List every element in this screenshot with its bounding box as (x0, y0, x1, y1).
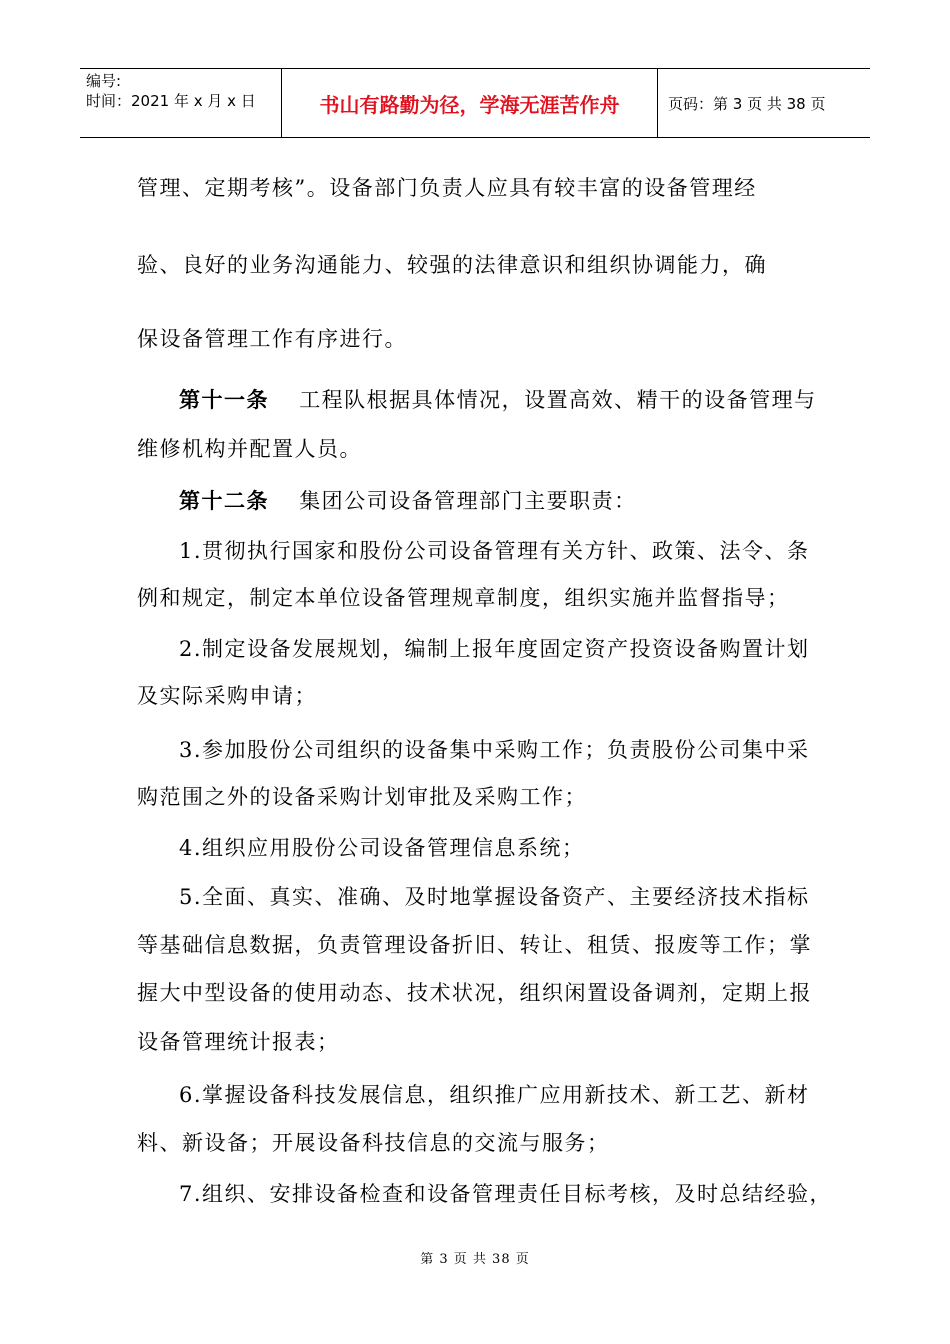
body-line: 保设备管理工作有序进行。 (137, 327, 407, 351)
article-11 (179, 384, 817, 414)
body-line: 及实际采购申请； (137, 684, 317, 708)
body-line: 6.掌握设备科技发展信息，组织推广应用新技术、新工艺、新材 (179, 1083, 810, 1107)
body-line: 握大中型设备的使用动态、技术状况，组织闲置设备调剂，定期上报 (137, 981, 812, 1005)
body-line: 管理、定期考核”。设备部门负责人应具有较丰富的设备管理经 (137, 176, 757, 200)
body-line: 料、新设备；开展设备科技信息的交流与服务； (137, 1131, 610, 1155)
body-line: 5.全面、真实、准确、及时地掌握设备资产、主要经济技术指标 (179, 885, 810, 909)
body-line: 维修机构并配置人员。 (137, 437, 362, 461)
time-label: 时间：2021 年 x 月 x 日 (86, 92, 256, 110)
article-11-label: 第十一条 (179, 388, 269, 412)
body-line: 设备管理统计报表； (137, 1030, 340, 1054)
header-page-info: 页码：第 3 页 共 38 页 (668, 94, 826, 113)
page-header (80, 68, 870, 138)
number-label: 编号: (86, 72, 122, 90)
body-line: 4.组织应用股份公司设备管理信息系统； (179, 836, 585, 860)
body-line: 2.制定设备发展规划，编制上报年度固定资产投资设备购置计划 (179, 637, 810, 661)
article-12 (179, 485, 637, 515)
body-line: 验、良好的业务沟通能力、较强的法律意识和组织协调能力，确 (137, 253, 767, 277)
body-line: 例和规定，制定本单位设备管理规章制度，组织实施并监督指导； (137, 586, 790, 610)
header-motto: 书山有路勤为径，学海无涯苦作舟 (282, 69, 658, 137)
article-12-label: 第十二条 (179, 489, 269, 513)
page-footer: 第 3 页 共 38 页 (420, 1252, 530, 1267)
article-12-text: 集团公司设备管理部门主要职责： (299, 489, 637, 513)
body-line: 7.组织、安排设备检查和设备管理责任目标考核，及时总结经验， (179, 1182, 833, 1206)
header-meta (80, 69, 282, 137)
body-line: 1.贯彻执行国家和股份公司设备管理有关方针、政策、法令、条 (179, 539, 810, 563)
body-line: 等基础信息数据，负责管理设备折旧、转让、租赁、报废等工作；掌 (137, 933, 812, 957)
article-11-text: 工程队根据具体情况，设置高效、精干的设备管理与 (299, 388, 817, 412)
body-line: 3.参加股份公司组织的设备集中采购工作；负责股份公司集中采 (179, 738, 810, 762)
body-line: 购范围之外的设备采购计划审批及采购工作； (137, 785, 587, 809)
